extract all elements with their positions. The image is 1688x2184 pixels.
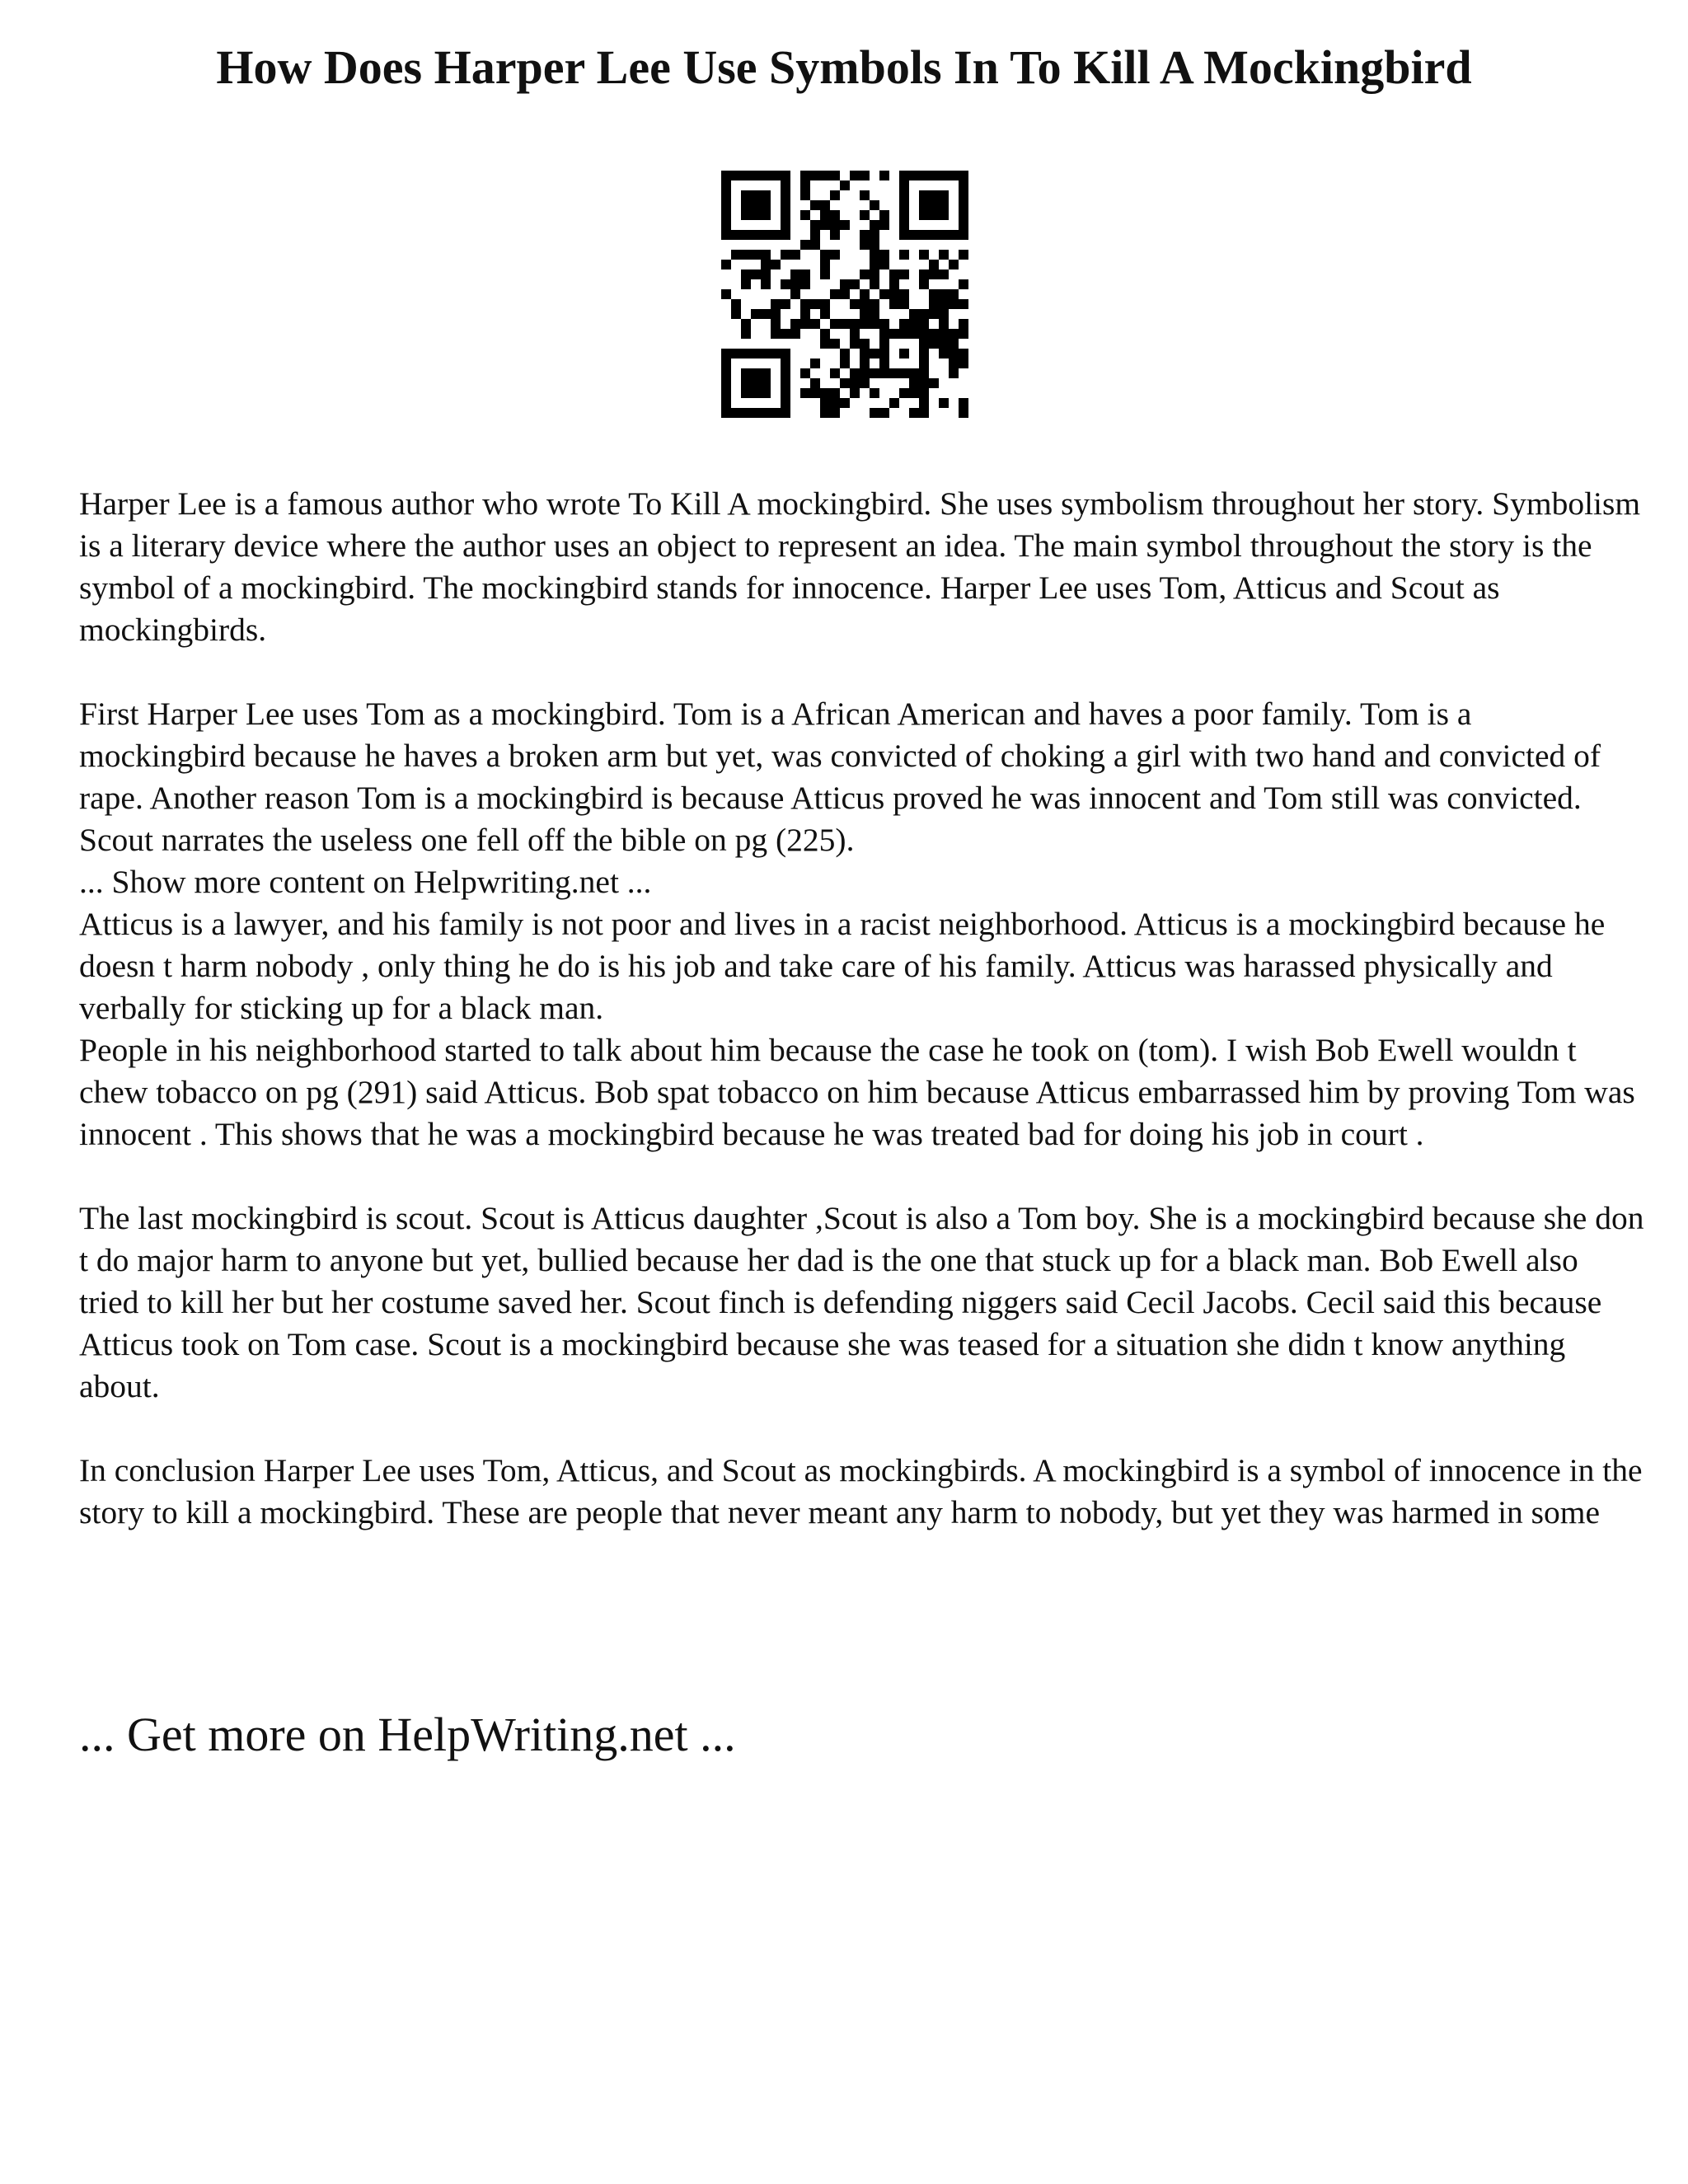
paragraph-intro: Harper Lee is a famous author who wrote To Kill A mockingbird. She uses symbolism throughout her story. Symbolism is a literary device where the author uses an object to represent an idea. The main symbol throughout the story is the symbol of a mockingbird. The mockingbird stands for innocence. Harper Lee uses Tom, Atticus and Scout as mockingbirds. (79, 485, 1641, 648)
show-more-link[interactable]: ... Show more content on Helpwriting.net ... (79, 864, 652, 900)
paragraph-atticus: Atticus is a lawyer, and his family is not poor and lives in a racist neighborhood. Atticus is a mockingbird because he doesn t harm nobody , only thing he do is his job and take care of his family. Atticus was harassed physically and verbally for sticking up for a black man. (79, 906, 1606, 1026)
document-body (79, 483, 1645, 1534)
document-title: How Does Harper Lee Use Symbols In To Kill A Mockingbird (216, 40, 1472, 94)
paragraph-conclusion: In conclusion Harper Lee uses Tom, Atticus, and Scout as mockingbirds. A mockingbird is a symbol of innocence in the story to kill a mockingbird. These are people that never meant any harm to nobody, but yet they was harmed in some (79, 1452, 1643, 1530)
get-more-link[interactable]: ... Get more on HelpWriting.net ... (79, 1708, 736, 1761)
paragraph-scout: The last mockingbird is scout. Scout is Atticus daughter ,Scout is also a Tom boy. She is a mockingbird because she don t do major harm to anyone but yet, bullied because her dad is the one that stuck up for a black man. Bob Ewell also tried to kill her but her costume saved her. Scout finch is defending niggers said Cecil Jacobs. Cecil said this because Atticus took on Tom case. Scout is a mockingbird because she was teased for a situation she didn t know anything about. (79, 1200, 1644, 1404)
paragraph-tom: First Harper Lee uses Tom as a mockingbird. Tom is a African American and haves a poor family. Tom is a mockingbird because he haves a broken arm but yet, was convicted of choking a girl with two hand and convicted of rape. Another reason Tom is a mockingbird is because Atticus proved he was innocent and Tom still was convicted. Scout narrates the useless one fell off the bible on pg (225). (79, 696, 1601, 858)
paragraph-neighborhood: People in his neighborhood started to talk about him because the case he took on (tom). I wish Bob Ewell wouldn t chew tobacco on pg (291) said Atticus. Bob spat tobacco on him because Atticus embarrassed him by proving Tom was innocent . This shows that he was a mockingbird because he was treated bad for doing his job in court . (79, 1032, 1635, 1152)
qr-code-icon (721, 171, 968, 418)
